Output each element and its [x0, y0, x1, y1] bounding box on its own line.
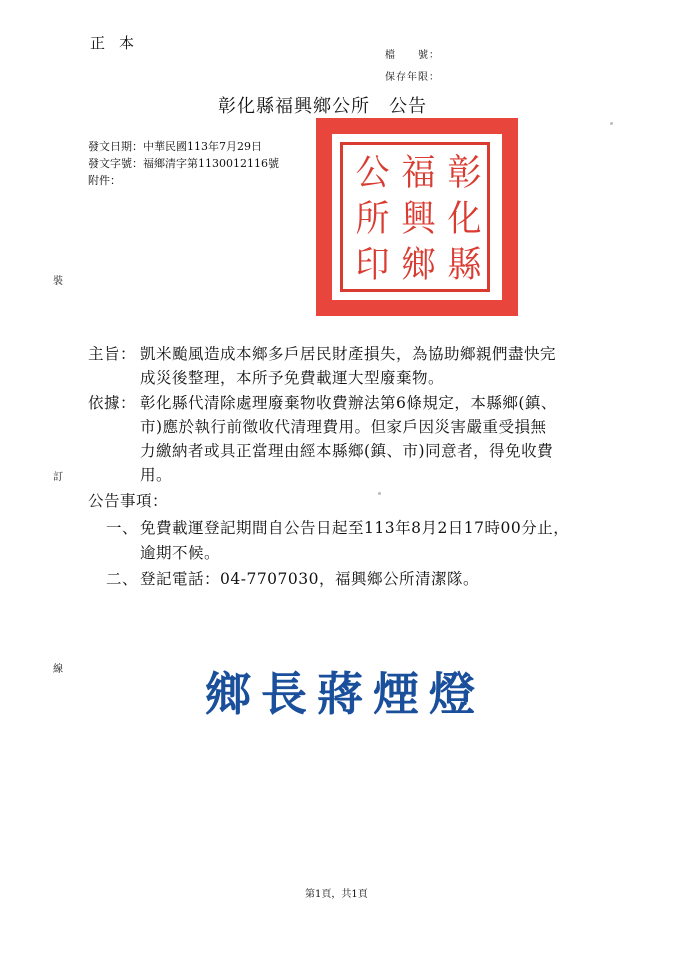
page-number: 第1頁，共1頁: [305, 889, 368, 900]
document-number: 發文字號：福鄉清字第1130012116號: [88, 157, 279, 170]
subject-line-1: 凱米颱風造成本鄉多戶居民財產損失，為協助鄉親們盡快完: [140, 345, 557, 363]
scan-speck: [378, 492, 381, 495]
item-1-line-2: 逾期不候。: [140, 544, 221, 562]
seal-characters: 彰 化 縣 福 興 鄉 公 所 印: [349, 153, 481, 281]
copy-label: 正本: [90, 34, 149, 52]
subject-line-2: 成災後整理，本所予免費載運大型廢棄物。: [140, 369, 445, 387]
binding-mark-ding: 訂: [53, 472, 63, 483]
item-2-number: 二、: [106, 570, 139, 588]
item-1-number: 一、: [106, 519, 139, 537]
scan-speck: [610, 122, 613, 125]
subject-label: 主旨：: [88, 345, 137, 363]
official-seal: [316, 118, 518, 316]
attachment-label: 附件：: [88, 174, 121, 187]
basis-line-3: 力繳納者或具正當理由經本縣鄉(鎮、市)同意者，得免收費: [140, 442, 554, 460]
retention-period-label: 保存年限：: [385, 72, 440, 83]
item-1-line-1: 免費載運登記期間自公告日起至113年8月2日17時00分止，: [140, 519, 570, 537]
basis-line-1: 彰化縣代清除處理廢棄物收費辦法第6條規定，本縣鄉(鎮、: [140, 394, 557, 412]
basis-label: 依據：: [88, 394, 137, 412]
basis-line-2: 市)應於執行前徵收代清理費用。但家戶因災害嚴重受損無: [140, 418, 547, 436]
binding-mark-zhuang: 裝: [53, 276, 63, 287]
issue-date: 發文日期：中華民國113年7月29日: [88, 140, 262, 153]
basis-line-4: 用。: [140, 466, 173, 484]
archive-number-label: 檔 號：: [385, 50, 440, 61]
binding-mark-xian: 線: [53, 664, 63, 675]
mayor-signature-stamp: 鄉長蔣煙燈: [205, 667, 485, 721]
item-2-line-1: 登記電話：04-7707030，福興鄉公所清潔隊。: [140, 570, 479, 588]
notice-items-label: 公告事項：: [88, 492, 169, 510]
document-title: 彰化縣福興鄉公所 公告: [218, 96, 427, 117]
